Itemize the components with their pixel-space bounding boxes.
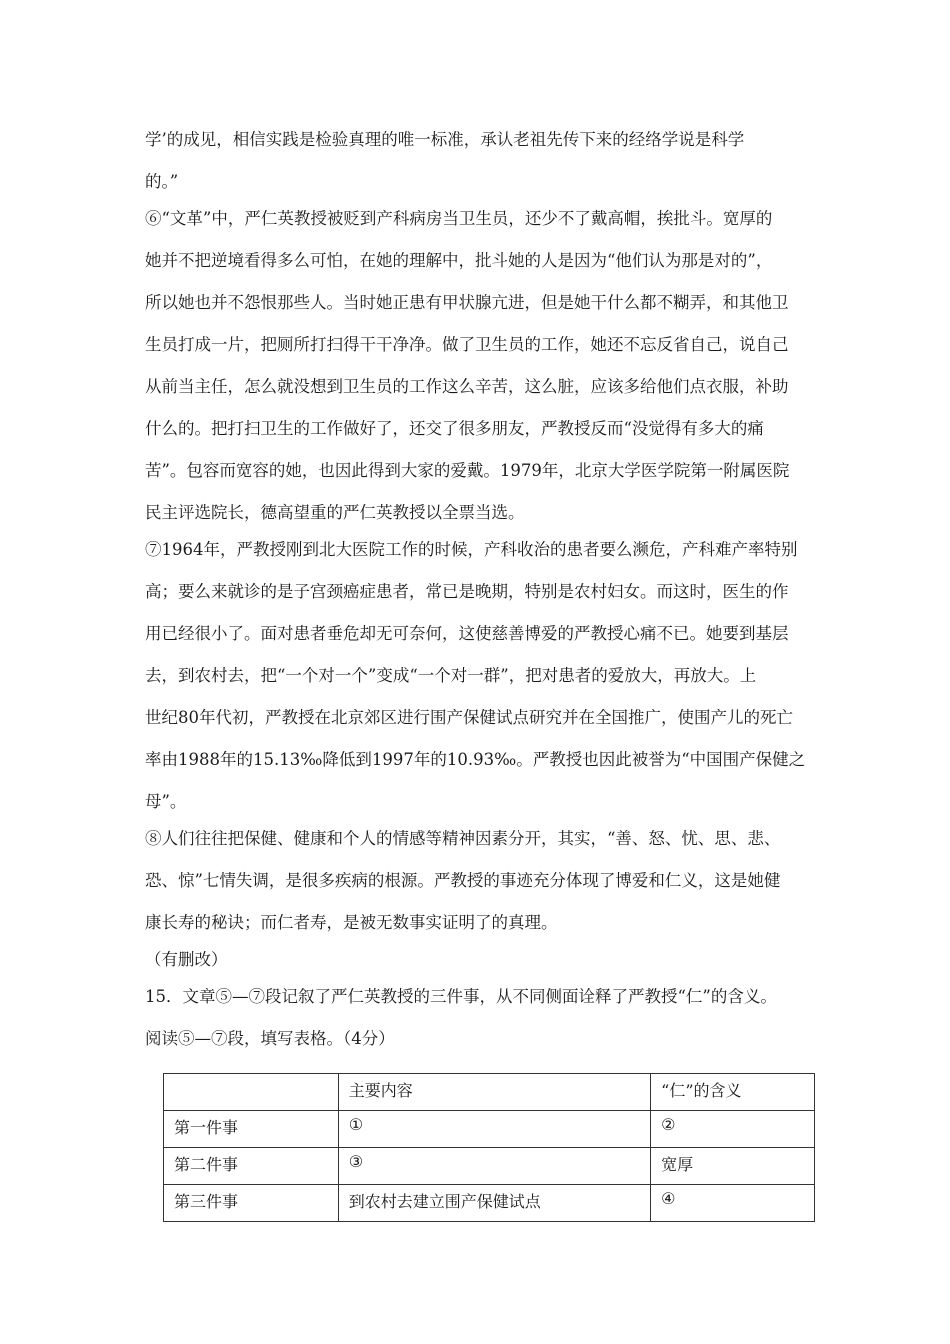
text-line: 世纪80年代初，严教授在北京郊区进行围产保健试点研究并在全国推广，使围产儿的死亡 (145, 708, 793, 727)
text-line: ⑦1964年，严教授刚到北大医院工作的时候，产科收治的患者要么濒危，产科难产率特别 (145, 540, 798, 559)
text-line: 的。” (145, 172, 179, 191)
text-line: ⑥“文革”中，严仁英教授被贬到产科病房当卫生员，还少不了戴高帽，挨批斗。宽厚的 (145, 209, 773, 228)
table-row (164, 1111, 815, 1148)
source-note: （有删改） (145, 950, 228, 969)
text-line: 苦”。包容而宽容的她，也因此得到大家的爱戴。1979年，北京大学医学院第一附属医院 (145, 461, 790, 480)
text-line: 用已经很小了。面对患者垂危却无可奈何，这使慈善博爱的严教授心痛不已。她要到基层 (145, 624, 789, 643)
table-cell (164, 1074, 339, 1111)
text-line: 她并不把逆境看得多么可怕，在她的理解中，批斗她的人是因为“他们认为那是对的”， (145, 251, 773, 270)
table-cell: ③ (338, 1148, 650, 1185)
text-line: 去，到农村去，把“一个对一个”变成“一个对一群”，把对患者的爱放大，再放大。上 (145, 666, 757, 685)
table-cell: ④ (651, 1185, 815, 1222)
table-cell: 第一件事 (164, 1111, 339, 1148)
table-cell: ① (338, 1111, 650, 1148)
table-cell: 主要内容 (338, 1074, 650, 1111)
text-line: 母”。 (145, 792, 187, 811)
text-line: 高；要么来就诊的是子宫颈癌症患者，常已是晚期，特别是农村妇女。而这时，医生的作 (145, 582, 789, 601)
table-cell: 宽厚 (651, 1148, 815, 1185)
answer-table (163, 1073, 815, 1222)
text-line: 从前当主任，怎么就没想到卫生员的工作这么辛苦，这么脏，应该多给他们点衣服，补助 (145, 377, 789, 396)
text-line: 什么的。把打扫卫生的工作做好了，还交了很多朋友，严教授反而“没觉得有多大的痛 (145, 419, 764, 438)
text-line: 康长寿的秘诀；而仁者寿，是被无数事实证明了的真理。 (145, 913, 558, 932)
table-cell: “仁”的含义 (651, 1074, 815, 1111)
table-row (164, 1185, 815, 1222)
question-text: 15．文章⑤—⑦段记叙了严仁英教授的三件事，从不同侧面诠释了严教授“仁”的含义。 (145, 987, 777, 1006)
text-line: 生员打成一片，把厕所打扫得干干净净。做了卫生员的工作，她还不忘反省自己，说自己 (145, 335, 789, 354)
text-line: 学’的成见，相信实践是检验真理的唯一标准，承认老祖先传下来的经络学说是科学 (145, 130, 745, 149)
text-line: ⑧人们往往把保健、健康和个人的情感等精神因素分开，其实，“善、怒、忧、思、悲、 (145, 829, 781, 848)
question-text: 阅读⑤—⑦段，填写表格。（4分） (145, 1029, 395, 1048)
text-line: 民主评选院长，德高望重的严仁英教授以全票当选。 (145, 503, 525, 522)
table-cell: ② (651, 1111, 815, 1148)
table-row (164, 1148, 815, 1185)
table-cell: 第三件事 (164, 1185, 339, 1222)
table-cell: 到农村去建立围产保健试点 (338, 1185, 650, 1222)
table-header-row (164, 1074, 815, 1111)
text-line: 恐、惊”七情失调，是很多疾病的根源。严教授的事迹充分体现了博爱和仁义，这是她健 (145, 871, 781, 890)
text-line: 率由1988年的15.13‰降低到1997年的10.93‰。严教授也因此被誉为“中国围产保健之 (145, 750, 806, 769)
table-cell: 第二件事 (164, 1148, 339, 1185)
text-line: 所以她也并不怨恨那些人。当时她正患有甲状腺亢进，但是她干什么都不糊弄，和其他卫 (145, 293, 789, 312)
